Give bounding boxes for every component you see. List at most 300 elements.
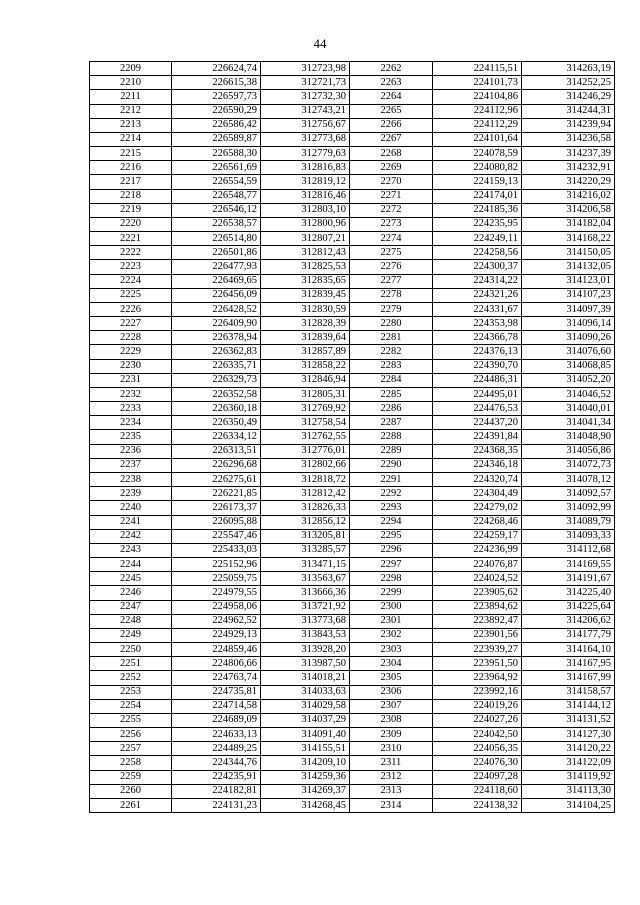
- table-row: [90, 288, 615, 302]
- x-coordinate-cell: 226538,57: [172, 217, 261, 231]
- point-number-cell: 2225: [90, 288, 172, 302]
- x-coordinate-cell: 224633,13: [172, 728, 261, 742]
- table-row: [90, 175, 615, 189]
- point-number-cell: 2313: [350, 784, 433, 798]
- point-number-cell: 2293: [350, 501, 433, 515]
- y-coordinate-cell: 313721,92: [261, 600, 350, 614]
- x-coordinate-cell: 226546,12: [172, 203, 261, 217]
- point-number-cell: 2299: [350, 586, 433, 600]
- point-number-cell: 2235: [90, 430, 172, 444]
- x-coordinate-cell: 226334,12: [172, 430, 261, 444]
- point-number-cell: 2291: [350, 472, 433, 486]
- x-coordinate-cell: 226615,38: [172, 76, 261, 90]
- point-number-cell: 2232: [90, 387, 172, 401]
- x-coordinate-cell: 224131,23: [172, 798, 261, 812]
- y-coordinate-cell: 313666,36: [261, 586, 350, 600]
- x-coordinate-cell: 226095,88: [172, 515, 261, 529]
- point-number-cell: 2217: [90, 175, 172, 189]
- x-coordinate-cell: 224689,09: [172, 713, 261, 727]
- y-coordinate-cell: 314092,57: [522, 487, 615, 501]
- table-row: [90, 614, 615, 628]
- point-number-cell: 2288: [350, 430, 433, 444]
- x-coordinate-cell: 226554,59: [172, 175, 261, 189]
- x-coordinate-cell: 224024,52: [433, 572, 522, 586]
- point-number-cell: 2216: [90, 161, 172, 175]
- point-number-cell: 2251: [90, 657, 172, 671]
- point-number-cell: 2233: [90, 402, 172, 416]
- x-coordinate-cell: 224390,70: [433, 359, 522, 373]
- x-coordinate-cell: 226548,77: [172, 189, 261, 203]
- x-coordinate-cell: 226589,87: [172, 132, 261, 146]
- y-coordinate-cell: 312800,96: [261, 217, 350, 231]
- x-coordinate-cell: 226329,73: [172, 373, 261, 387]
- table-row: [90, 189, 615, 203]
- table-row: [90, 203, 615, 217]
- y-coordinate-cell: 314225,40: [522, 586, 615, 600]
- table-row: [90, 770, 615, 784]
- point-number-cell: 2286: [350, 402, 433, 416]
- x-coordinate-cell: 224138,32: [433, 798, 522, 812]
- x-coordinate-cell: 224353,98: [433, 317, 522, 331]
- y-coordinate-cell: 314097,39: [522, 302, 615, 316]
- point-number-cell: 2268: [350, 147, 433, 161]
- point-number-cell: 2263: [350, 76, 433, 90]
- table-row: [90, 345, 615, 359]
- x-coordinate-cell: 224437,20: [433, 416, 522, 430]
- point-number-cell: 2284: [350, 373, 433, 387]
- point-number-cell: 2248: [90, 614, 172, 628]
- x-coordinate-cell: 226477,93: [172, 260, 261, 274]
- y-coordinate-cell: 312835,65: [261, 274, 350, 288]
- y-coordinate-cell: 314252,25: [522, 76, 615, 90]
- x-coordinate-cell: 223939,27: [433, 643, 522, 657]
- y-coordinate-cell: 314033,63: [261, 685, 350, 699]
- y-coordinate-cell: 312816,46: [261, 189, 350, 203]
- y-coordinate-cell: 314076,60: [522, 345, 615, 359]
- x-coordinate-cell: 224314,22: [433, 274, 522, 288]
- x-coordinate-cell: 225152,96: [172, 558, 261, 572]
- point-number-cell: 2280: [350, 317, 433, 331]
- y-coordinate-cell: 312825,53: [261, 260, 350, 274]
- point-number-cell: 2267: [350, 132, 433, 146]
- table-row: [90, 742, 615, 756]
- x-coordinate-cell: 226335,71: [172, 359, 261, 373]
- table-row: [90, 586, 615, 600]
- x-coordinate-cell: 224859,46: [172, 643, 261, 657]
- point-number-cell: 2256: [90, 728, 172, 742]
- table-row: [90, 515, 615, 529]
- point-number-cell: 2209: [90, 62, 172, 76]
- y-coordinate-cell: 312812,43: [261, 246, 350, 260]
- y-coordinate-cell: 314120,22: [522, 742, 615, 756]
- table-row: [90, 501, 615, 515]
- y-coordinate-cell: 314089,79: [522, 515, 615, 529]
- table-row: [90, 444, 615, 458]
- x-coordinate-cell: 224344,76: [172, 756, 261, 770]
- point-number-cell: 2301: [350, 614, 433, 628]
- x-coordinate-cell: 224258,56: [433, 246, 522, 260]
- x-coordinate-cell: 224366,78: [433, 331, 522, 345]
- y-coordinate-cell: 314268,45: [261, 798, 350, 812]
- table-row: [90, 600, 615, 614]
- y-coordinate-cell: 314191,67: [522, 572, 615, 586]
- y-coordinate-cell: 314167,99: [522, 671, 615, 685]
- point-number-cell: 2238: [90, 472, 172, 486]
- table-row: [90, 373, 615, 387]
- point-number-cell: 2245: [90, 572, 172, 586]
- y-coordinate-cell: 312856,12: [261, 515, 350, 529]
- y-coordinate-cell: 312776,01: [261, 444, 350, 458]
- x-coordinate-cell: 226624,74: [172, 62, 261, 76]
- x-coordinate-cell: 224235,91: [172, 770, 261, 784]
- table-row: [90, 784, 615, 798]
- point-number-cell: 2252: [90, 671, 172, 685]
- y-coordinate-cell: 314236,58: [522, 132, 615, 146]
- x-coordinate-cell: 224304,49: [433, 487, 522, 501]
- table-row: [90, 132, 615, 146]
- y-coordinate-cell: 312828,39: [261, 317, 350, 331]
- x-coordinate-cell: 224806,66: [172, 657, 261, 671]
- y-coordinate-cell: 314093,33: [522, 529, 615, 543]
- y-coordinate-cell: 312723,98: [261, 62, 350, 76]
- point-number-cell: 2230: [90, 359, 172, 373]
- table-row: [90, 543, 615, 557]
- point-number-cell: 2304: [350, 657, 433, 671]
- point-number-cell: 2264: [350, 90, 433, 104]
- x-coordinate-cell: 224714,58: [172, 699, 261, 713]
- x-coordinate-cell: 224076,30: [433, 756, 522, 770]
- point-number-cell: 2243: [90, 543, 172, 557]
- y-coordinate-cell: 314096,14: [522, 317, 615, 331]
- point-number-cell: 2271: [350, 189, 433, 203]
- point-number-cell: 2223: [90, 260, 172, 274]
- y-coordinate-cell: 314091,40: [261, 728, 350, 742]
- point-number-cell: 2224: [90, 274, 172, 288]
- point-number-cell: 2314: [350, 798, 433, 812]
- y-coordinate-cell: 314078,12: [522, 472, 615, 486]
- table-row: [90, 798, 615, 812]
- point-number-cell: 2272: [350, 203, 433, 217]
- point-number-cell: 2246: [90, 586, 172, 600]
- y-coordinate-cell: 312762,55: [261, 430, 350, 444]
- y-coordinate-cell: 314155,51: [261, 742, 350, 756]
- x-coordinate-cell: 226275,61: [172, 472, 261, 486]
- point-number-cell: 2266: [350, 118, 433, 132]
- table-row: [90, 529, 615, 543]
- x-coordinate-cell: 224112,29: [433, 118, 522, 132]
- y-coordinate-cell: 312773,68: [261, 132, 350, 146]
- point-number-cell: 2305: [350, 671, 433, 685]
- y-coordinate-cell: 314040,01: [522, 402, 615, 416]
- table-row: [90, 685, 615, 699]
- x-coordinate-cell: 226362,83: [172, 345, 261, 359]
- point-number-cell: 2222: [90, 246, 172, 260]
- table-row: [90, 118, 615, 132]
- x-coordinate-cell: 224115,51: [433, 62, 522, 76]
- point-number-cell: 2221: [90, 232, 172, 246]
- page-number: 44: [313, 36, 327, 51]
- y-coordinate-cell: 314052,20: [522, 373, 615, 387]
- y-coordinate-cell: 312839,45: [261, 288, 350, 302]
- table-row: [90, 147, 615, 161]
- point-number-cell: 2295: [350, 529, 433, 543]
- x-coordinate-cell: 225059,75: [172, 572, 261, 586]
- x-coordinate-cell: 224112,96: [433, 104, 522, 118]
- x-coordinate-cell: 224182,81: [172, 784, 261, 798]
- y-coordinate-cell: 313928,20: [261, 643, 350, 657]
- x-coordinate-cell: 223992,16: [433, 685, 522, 699]
- y-coordinate-cell: 312816,83: [261, 161, 350, 175]
- y-coordinate-cell: 314169,55: [522, 558, 615, 572]
- point-number-cell: 2242: [90, 529, 172, 543]
- y-coordinate-cell: 314112,68: [522, 543, 615, 557]
- x-coordinate-cell: 226588,30: [172, 147, 261, 161]
- x-coordinate-cell: 224185,36: [433, 203, 522, 217]
- table-row: [90, 657, 615, 671]
- x-coordinate-cell: 226296,68: [172, 458, 261, 472]
- table-row: [90, 572, 615, 586]
- y-coordinate-cell: 312812,42: [261, 487, 350, 501]
- x-coordinate-cell: 226313,51: [172, 444, 261, 458]
- point-number-cell: 2277: [350, 274, 433, 288]
- table-row: [90, 430, 615, 444]
- x-coordinate-cell: 223905,62: [433, 586, 522, 600]
- x-coordinate-cell: 224118,60: [433, 784, 522, 798]
- y-coordinate-cell: 314132,05: [522, 260, 615, 274]
- x-coordinate-cell: 225433,03: [172, 543, 261, 557]
- x-coordinate-cell: 224391,84: [433, 430, 522, 444]
- point-number-cell: 2244: [90, 558, 172, 572]
- point-number-cell: 2260: [90, 784, 172, 798]
- table-row: [90, 76, 615, 90]
- table-row: [90, 331, 615, 345]
- y-coordinate-cell: 314164,10: [522, 643, 615, 657]
- point-number-cell: 2289: [350, 444, 433, 458]
- y-coordinate-cell: 313773,68: [261, 614, 350, 628]
- y-coordinate-cell: 314206,62: [522, 614, 615, 628]
- y-coordinate-cell: 314144,12: [522, 699, 615, 713]
- x-coordinate-cell: 224174,01: [433, 189, 522, 203]
- point-number-cell: 2241: [90, 515, 172, 529]
- x-coordinate-cell: 224346,18: [433, 458, 522, 472]
- x-coordinate-cell: 224268,46: [433, 515, 522, 529]
- point-number-cell: 2212: [90, 104, 172, 118]
- y-coordinate-cell: 312758,54: [261, 416, 350, 430]
- y-coordinate-cell: 314246,29: [522, 90, 615, 104]
- point-number-cell: 2312: [350, 770, 433, 784]
- y-coordinate-cell: 312830,59: [261, 302, 350, 316]
- y-coordinate-cell: 312819,12: [261, 175, 350, 189]
- x-coordinate-cell: 226501,86: [172, 246, 261, 260]
- x-coordinate-cell: 224495,01: [433, 387, 522, 401]
- point-number-cell: 2257: [90, 742, 172, 756]
- x-coordinate-cell: 224104,86: [433, 90, 522, 104]
- table-row: [90, 161, 615, 175]
- y-coordinate-cell: 313987,50: [261, 657, 350, 671]
- table-row: [90, 359, 615, 373]
- y-coordinate-cell: 314167,95: [522, 657, 615, 671]
- x-coordinate-cell: 224763,74: [172, 671, 261, 685]
- coordinates-table: [89, 61, 615, 813]
- y-coordinate-cell: 313843,53: [261, 628, 350, 642]
- y-coordinate-cell: 312721,73: [261, 76, 350, 90]
- y-coordinate-cell: 314104,25: [522, 798, 615, 812]
- table-row: [90, 387, 615, 401]
- point-number-cell: 2269: [350, 161, 433, 175]
- y-coordinate-cell: 312818,72: [261, 472, 350, 486]
- y-coordinate-cell: 312779,63: [261, 147, 350, 161]
- table-row: [90, 643, 615, 657]
- x-coordinate-cell: 224486,31: [433, 373, 522, 387]
- y-coordinate-cell: 312826,33: [261, 501, 350, 515]
- y-coordinate-cell: 312807,21: [261, 232, 350, 246]
- x-coordinate-cell: 224080,82: [433, 161, 522, 175]
- y-coordinate-cell: 312857,89: [261, 345, 350, 359]
- y-coordinate-cell: 312805,31: [261, 387, 350, 401]
- table-row: [90, 713, 615, 727]
- table-row: [90, 246, 615, 260]
- table-row: [90, 699, 615, 713]
- x-coordinate-cell: 224101,64: [433, 132, 522, 146]
- table-row: [90, 402, 615, 416]
- x-coordinate-cell: 224056,35: [433, 742, 522, 756]
- x-coordinate-cell: 223901,56: [433, 628, 522, 642]
- y-coordinate-cell: 314239,94: [522, 118, 615, 132]
- x-coordinate-cell: 226352,58: [172, 387, 261, 401]
- point-number-cell: 2300: [350, 600, 433, 614]
- y-coordinate-cell: 314127,30: [522, 728, 615, 742]
- table-row: [90, 302, 615, 316]
- point-number-cell: 2310: [350, 742, 433, 756]
- point-number-cell: 2275: [350, 246, 433, 260]
- y-coordinate-cell: 312803,10: [261, 203, 350, 217]
- table-row: [90, 217, 615, 231]
- table-row: [90, 671, 615, 685]
- point-number-cell: 2211: [90, 90, 172, 104]
- y-coordinate-cell: 312858,22: [261, 359, 350, 373]
- x-coordinate-cell: 224929,13: [172, 628, 261, 642]
- table-row: [90, 317, 615, 331]
- point-number-cell: 2297: [350, 558, 433, 572]
- x-coordinate-cell: 224958,06: [172, 600, 261, 614]
- x-coordinate-cell: 224076,87: [433, 558, 522, 572]
- x-coordinate-cell: 226561,69: [172, 161, 261, 175]
- x-coordinate-cell: 224735,81: [172, 685, 261, 699]
- x-coordinate-cell: 223892,47: [433, 614, 522, 628]
- point-number-cell: 2236: [90, 444, 172, 458]
- x-coordinate-cell: 224476,53: [433, 402, 522, 416]
- y-coordinate-cell: 314041,34: [522, 416, 615, 430]
- point-number-cell: 2298: [350, 572, 433, 586]
- y-coordinate-cell: 314269,37: [261, 784, 350, 798]
- point-number-cell: 2229: [90, 345, 172, 359]
- table-row: [90, 90, 615, 104]
- y-coordinate-cell: 314237,39: [522, 147, 615, 161]
- y-coordinate-cell: 313471,15: [261, 558, 350, 572]
- y-coordinate-cell: 314029,58: [261, 699, 350, 713]
- y-coordinate-cell: 314206,58: [522, 203, 615, 217]
- point-number-cell: 2219: [90, 203, 172, 217]
- x-coordinate-cell: 226409,90: [172, 317, 261, 331]
- table-row: [90, 274, 615, 288]
- table-row: [90, 260, 615, 274]
- point-number-cell: 2273: [350, 217, 433, 231]
- x-coordinate-cell: 224321,26: [433, 288, 522, 302]
- x-coordinate-cell: 225547,46: [172, 529, 261, 543]
- point-number-cell: 2253: [90, 685, 172, 699]
- x-coordinate-cell: 224376,13: [433, 345, 522, 359]
- point-number-cell: 2294: [350, 515, 433, 529]
- point-number-cell: 2214: [90, 132, 172, 146]
- table-row: [90, 62, 615, 76]
- y-coordinate-cell: 314131,52: [522, 713, 615, 727]
- y-coordinate-cell: 314216,02: [522, 189, 615, 203]
- y-coordinate-cell: 314113,30: [522, 784, 615, 798]
- point-number-cell: 2281: [350, 331, 433, 345]
- y-coordinate-cell: 314107,23: [522, 288, 615, 302]
- table-row: [90, 756, 615, 770]
- y-coordinate-cell: 314158,57: [522, 685, 615, 699]
- y-coordinate-cell: 314090,26: [522, 331, 615, 345]
- x-coordinate-cell: 224979,55: [172, 586, 261, 600]
- point-number-cell: 2213: [90, 118, 172, 132]
- x-coordinate-cell: 226590,29: [172, 104, 261, 118]
- x-coordinate-cell: 224042,50: [433, 728, 522, 742]
- point-number-cell: 2227: [90, 317, 172, 331]
- x-coordinate-cell: 224027,26: [433, 713, 522, 727]
- x-coordinate-cell: 226586,42: [172, 118, 261, 132]
- point-number-cell: 2247: [90, 600, 172, 614]
- x-coordinate-cell: 223894,62: [433, 600, 522, 614]
- point-number-cell: 2283: [350, 359, 433, 373]
- y-coordinate-cell: 314168,22: [522, 232, 615, 246]
- x-coordinate-cell: 226378,94: [172, 331, 261, 345]
- point-number-cell: 2259: [90, 770, 172, 784]
- point-number-cell: 2239: [90, 487, 172, 501]
- y-coordinate-cell: 313205,81: [261, 529, 350, 543]
- point-number-cell: 2220: [90, 217, 172, 231]
- x-coordinate-cell: 223951,50: [433, 657, 522, 671]
- point-number-cell: 2226: [90, 302, 172, 316]
- table-row: [90, 487, 615, 501]
- y-coordinate-cell: 312846,94: [261, 373, 350, 387]
- point-number-cell: 2262: [350, 62, 433, 76]
- x-coordinate-cell: 226514,80: [172, 232, 261, 246]
- y-coordinate-cell: 312732,30: [261, 90, 350, 104]
- y-coordinate-cell: 314018,21: [261, 671, 350, 685]
- point-number-cell: 2307: [350, 699, 433, 713]
- point-number-cell: 2261: [90, 798, 172, 812]
- y-coordinate-cell: 313285,57: [261, 543, 350, 557]
- y-coordinate-cell: 314232,91: [522, 161, 615, 175]
- y-coordinate-cell: 314150,05: [522, 246, 615, 260]
- point-number-cell: 2287: [350, 416, 433, 430]
- y-coordinate-cell: 314092,99: [522, 501, 615, 515]
- y-coordinate-cell: 314244,31: [522, 104, 615, 118]
- x-coordinate-cell: 224101,73: [433, 76, 522, 90]
- point-number-cell: 2296: [350, 543, 433, 557]
- x-coordinate-cell: 224249,11: [433, 232, 522, 246]
- x-coordinate-cell: 224159,13: [433, 175, 522, 189]
- point-number-cell: 2218: [90, 189, 172, 203]
- x-coordinate-cell: 224259,17: [433, 529, 522, 543]
- table-row: [90, 558, 615, 572]
- point-number-cell: 2292: [350, 487, 433, 501]
- y-coordinate-cell: 314072,73: [522, 458, 615, 472]
- point-number-cell: 2265: [350, 104, 433, 118]
- point-number-cell: 2279: [350, 302, 433, 316]
- x-coordinate-cell: 224236,99: [433, 543, 522, 557]
